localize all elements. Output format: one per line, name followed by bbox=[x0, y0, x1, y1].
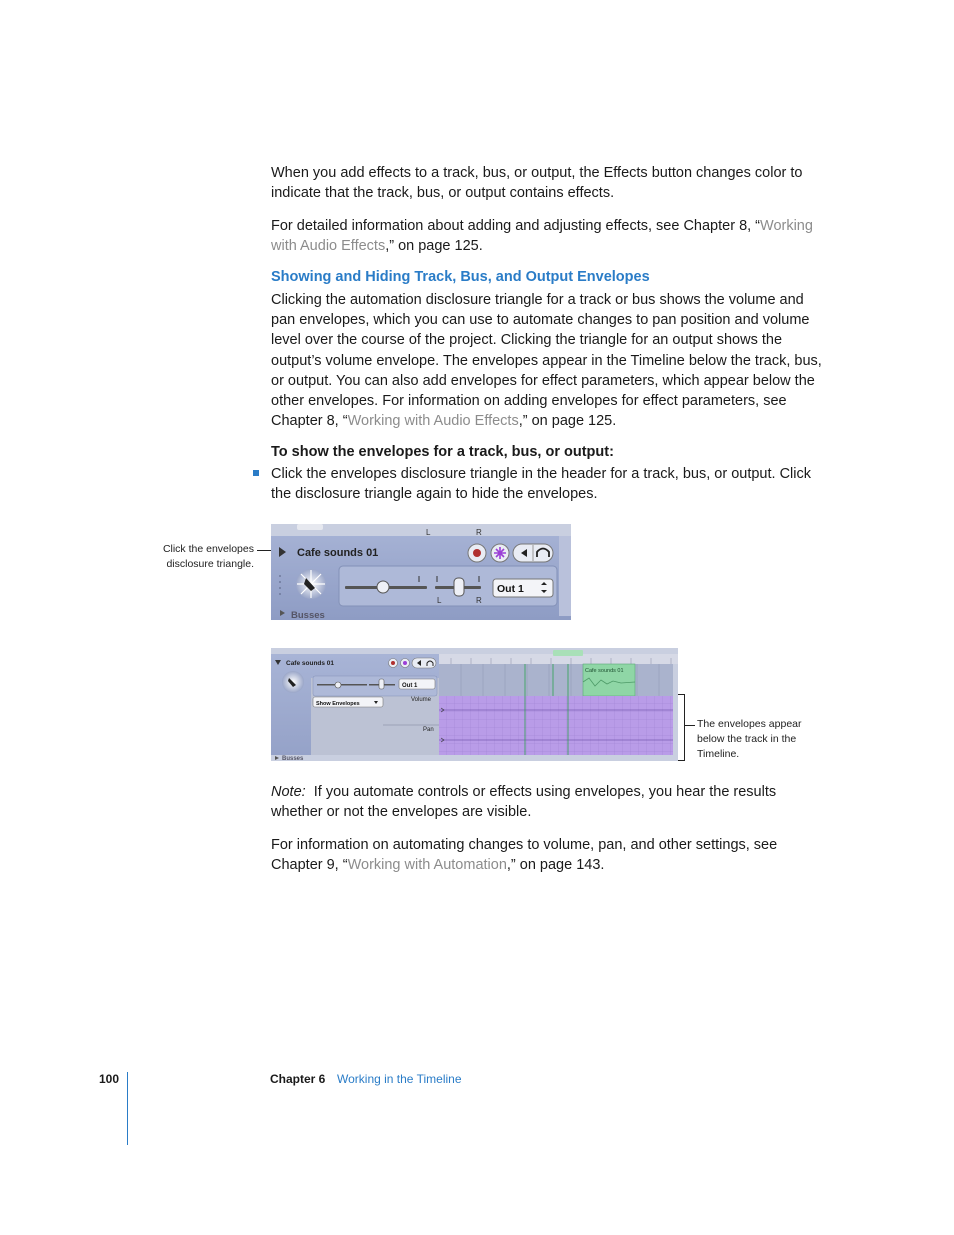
envelope-lanes[interactable] bbox=[439, 696, 678, 755]
envelopes-paragraph bbox=[271, 290, 827, 431]
busses-label: Busses bbox=[282, 756, 304, 761]
output-label: Out 1 bbox=[402, 683, 418, 689]
bullet-step: Click the envelopes disclosure triangle in the header for a track, bus, or output. Click the disclosure triangle again to hide the envelopes. bbox=[271, 466, 811, 503]
figure1-callout bbox=[158, 542, 254, 572]
effects-reference-paragraph bbox=[271, 216, 827, 256]
text: If you automate controls or effects using envelopes, you hear the results whether or not the envelopes are visible. bbox=[271, 784, 777, 821]
footer-chapter-title: Working in the Timeline bbox=[337, 1072, 462, 1086]
working-with-audio-effects-link-2[interactable]: Working with Audio Effects bbox=[347, 413, 519, 430]
text: ,” on page 125. bbox=[518, 413, 617, 430]
section-heading: Showing and Hiding Track, Bus, and Output Envelopes bbox=[271, 269, 650, 285]
output-label: Out 1 bbox=[497, 583, 524, 595]
note-label: Note: bbox=[271, 784, 306, 800]
working-with-automation-link[interactable]: Working with Automation bbox=[347, 857, 507, 874]
figure2-timeline bbox=[271, 648, 678, 761]
bullet-marker bbox=[253, 470, 259, 476]
busses-label: Busses bbox=[291, 610, 325, 620]
footer-divider bbox=[127, 1072, 128, 1145]
show-envelopes-label: Show Envelopes bbox=[316, 701, 360, 707]
note-paragraph bbox=[271, 782, 827, 822]
figure1-track-header bbox=[271, 524, 571, 620]
text: Clicking the automation disclosure triangle for a track or bus shows the volume and pan envelopes, which you can use to automate changes to pan position and volume level over the course of the project. Clicking the triangle for an output shows the output’s volume envelope. The envelopes appear in the Timeline below the track, bus, or output. You can also add envelopes for effect parameters, which appear below the other envelopes. For information on adding envelopes for effect parameters, see Chapter 8, “ bbox=[271, 292, 822, 430]
volume-slider-thumb[interactable] bbox=[377, 581, 389, 593]
pan-right-top: R bbox=[476, 528, 482, 537]
text: For detailed information about adding and adjusting effects, see Chapter 8, “ bbox=[271, 218, 761, 234]
callout-line: below the track in the bbox=[697, 733, 797, 745]
track-name: Cafe sounds 01 bbox=[297, 547, 379, 559]
callout-leader-line bbox=[685, 725, 695, 726]
intro-paragraph: When you add effects to a track, bus, or output, the Effects button changes color to indicate that the track, bus, or output contains effects. bbox=[271, 165, 803, 202]
pan-slider-thumb[interactable] bbox=[454, 578, 464, 596]
callout-bracket bbox=[678, 694, 685, 761]
callout-line: Timeline. bbox=[697, 748, 740, 760]
volume-slider-thumb[interactable] bbox=[335, 682, 341, 688]
callout-line: The envelopes appear bbox=[697, 718, 802, 730]
volume-slider-track[interactable] bbox=[317, 684, 367, 686]
callout-line: disclosure triangle. bbox=[166, 558, 254, 570]
record-icon[interactable] bbox=[391, 661, 395, 665]
pan-left-top: L bbox=[426, 528, 431, 537]
task-heading: To show the envelopes for a track, bus, or output: bbox=[271, 444, 614, 460]
working-with-audio-effects-link[interactable]: Working with Audio Effects bbox=[271, 218, 813, 255]
pan-slider-thumb[interactable] bbox=[379, 679, 384, 689]
text: ,” on page 125. bbox=[385, 238, 483, 255]
track-name: Cafe sounds 01 bbox=[286, 660, 335, 667]
figure2-callout bbox=[697, 717, 817, 762]
pan-envelope-label: Pan bbox=[423, 727, 434, 733]
pan-right-label: R bbox=[476, 596, 482, 605]
volume-envelope-label: Volume bbox=[411, 697, 432, 703]
text: For information on automating changes to volume, pan, and other settings, see Chapter 9, “ bbox=[271, 837, 778, 874]
pan-left-label: L bbox=[437, 596, 442, 605]
footer-chapter: Chapter 6 bbox=[270, 1072, 326, 1086]
page-number: 100 bbox=[99, 1072, 120, 1086]
effects-icon[interactable] bbox=[403, 661, 407, 665]
automation-reference-paragraph bbox=[271, 835, 827, 875]
record-icon[interactable] bbox=[473, 549, 481, 557]
text: ,” on page 143. bbox=[506, 857, 605, 874]
callout-line: Click the envelopes bbox=[162, 543, 254, 555]
audio-region-name: Cafe sounds 01 bbox=[585, 668, 624, 674]
